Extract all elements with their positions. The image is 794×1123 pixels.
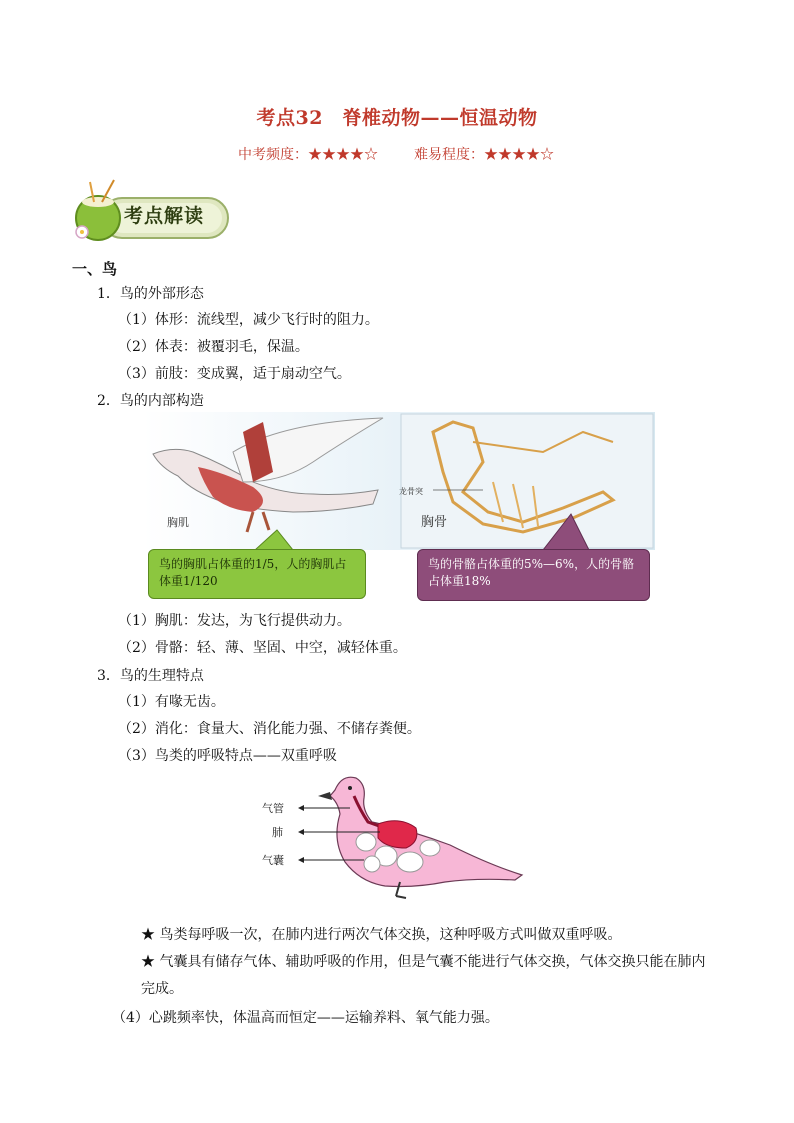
fig-label-lung: 肺 [272,826,283,839]
section-heading: 一、鸟 [72,260,118,278]
list-item: （2）骨骼：轻、薄、坚固、中空，减轻体重。 [118,640,407,656]
callout-muscle: 鸟的胸肌占体重的1/5，人的胸肌占体重1/120 [148,549,366,599]
fig-label-keel: 龙骨突 [399,487,423,496]
respiration-figure [260,770,530,902]
note-double-respiration: ★ 鸟类每呼吸一次，在肺内进行两次气体交换，这种呼吸方式叫做双重呼吸。 [141,927,622,943]
difficulty-label: 难易程度： [414,147,484,163]
fig-label-muscle: 胸肌 [167,516,189,529]
note-air-sac: ★ 气囊具有储存气体、辅助呼吸的作用，但是气囊不能进行气体交换，气体交换只能在肺内 [141,954,706,970]
list-item: （2）消化：食量大、消化能力强、不储存粪便。 [118,721,421,737]
subsection-title: 3．鸟的生理特点 [97,668,204,684]
exam-frequency [238,144,378,164]
freq-label: 中考频度： [238,147,308,163]
list-item: （1）有喙无齿。 [118,694,225,710]
note-air-sac-cont: 完成。 [141,981,183,997]
fig-label-trachea: 气管 [262,802,284,815]
section-badge [72,178,232,248]
difficulty-stars: ★★★★☆ [484,147,554,163]
page-title: 考点32 脊椎动物——恒温动物 [256,107,538,129]
subsection-title: 1．鸟的外部形态 [97,286,204,302]
subsection-title: 2．鸟的内部构造 [97,393,204,409]
fig-label-sternum: 胸骨 [421,515,448,530]
badge-label: 考点解读 [124,205,205,227]
list-item: （1）体形：流线型，减少飞行时的阻力。 [118,312,379,328]
list-item: （3）前肢：变成翼，适于扇动空气。 [118,366,351,382]
list-item: （4）心跳频率快，体温高而恒定——运输养料、氧气能力强。 [112,1010,499,1026]
callout-skeleton: 鸟的骨骼占体重的5%—6%，人的骨骼占体重18% [417,549,650,601]
list-item: （2）体表：被覆羽毛，保温。 [118,339,309,355]
freq-stars: ★★★★☆ [308,147,378,163]
fig-label-airsac: 气囊 [262,854,284,867]
difficulty [414,144,554,164]
list-item: （3）鸟类的呼吸特点——双重呼吸 [118,748,337,764]
list-item: （1）胸肌：发达，为飞行提供动力。 [118,613,351,629]
bird-anatomy-figure [143,412,655,550]
